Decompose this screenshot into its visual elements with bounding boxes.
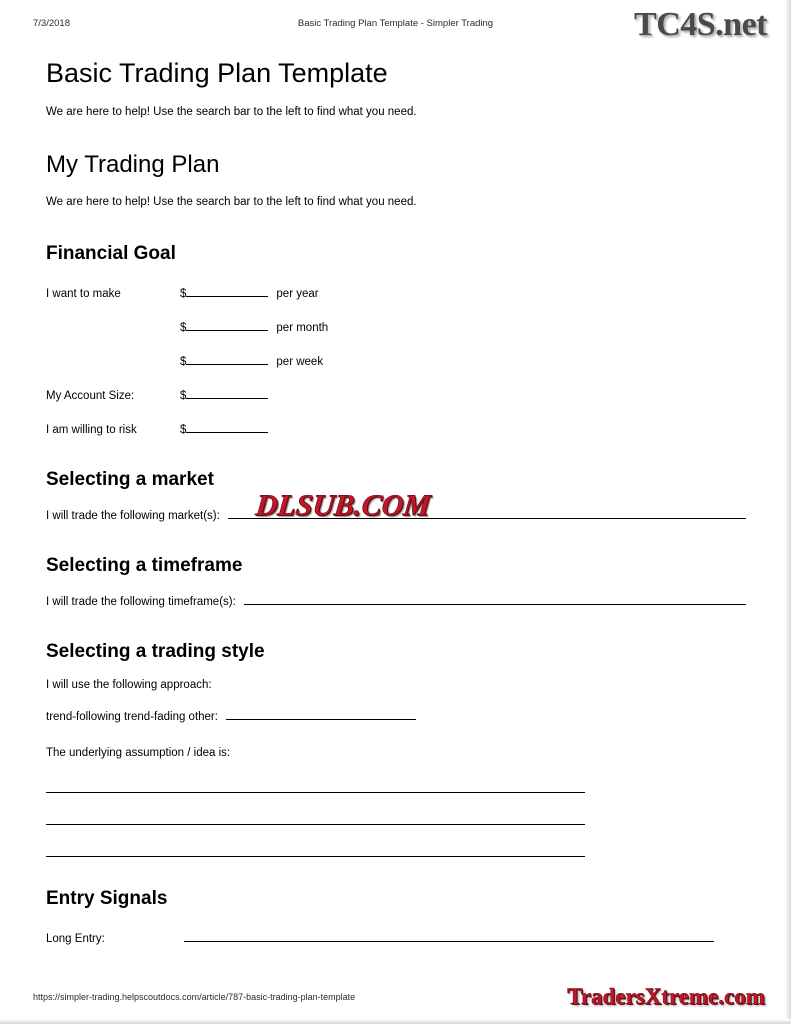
- assumption-blank-line-1[interactable]: [46, 791, 585, 793]
- timeframe-blank[interactable]: [244, 592, 746, 605]
- style-other-blank[interactable]: [226, 707, 416, 720]
- header-title: Basic Trading Plan Template - Simpler Trading: [297, 18, 494, 29]
- unit-per-month: per month: [276, 322, 329, 334]
- approach-prompt: I will use the following approach:: [46, 679, 212, 691]
- currency-symbol-week: $: [180, 356, 187, 368]
- document-intro: We are here to help! Use the search bar to the left to find what you need.: [46, 106, 417, 118]
- timeframe-prompt: I will trade the following timeframe(s):: [46, 596, 236, 608]
- tc4s-brand-watermark: TC4S.net: [634, 6, 767, 43]
- market-prompt: I will trade the following market(s):: [46, 510, 220, 522]
- long-entry-label: Long Entry:: [46, 933, 105, 945]
- risk-label: I am willing to risk: [46, 424, 137, 436]
- currency-symbol-risk: $: [180, 424, 187, 436]
- unit-per-week: per week: [276, 356, 324, 368]
- section-entry-signals: Entry Signals: [46, 888, 168, 909]
- section-selecting-trading-style: Selecting a trading style: [46, 641, 265, 662]
- dlsub-watermark: DLSUB.COM: [254, 489, 432, 522]
- goal-row-per-month: [46, 317, 746, 334]
- goal-row-account-size: [46, 385, 746, 402]
- currency-symbol: $: [180, 288, 187, 300]
- assumption-blank-line-2[interactable]: [46, 823, 585, 825]
- long-entry-blank[interactable]: [184, 929, 714, 942]
- page-edge-bottom: [0, 1019, 791, 1024]
- section-selecting-market: Selecting a market: [46, 469, 214, 490]
- tradersxtreme-watermark: TradersXtreme.com: [567, 984, 765, 1009]
- assumption-prompt: The underlying assumption / idea is:: [46, 747, 231, 759]
- style-options-label: trend-following trend-fading other:: [46, 711, 218, 723]
- account-size-blank[interactable]: [186, 385, 268, 399]
- goal-row-per-year: [46, 283, 746, 300]
- footer-url[interactable]: https://simpler-trading.helpscoutdocs.com/article/787-basic-trading-plan-template: [33, 992, 356, 1002]
- section-my-trading-plan: My Trading Plan: [46, 151, 220, 178]
- assumption-blank-line-3[interactable]: [46, 855, 585, 857]
- section-financial-goal: Financial Goal: [46, 243, 176, 264]
- goal-row-risk: [46, 419, 746, 436]
- goal-row-per-week: [46, 351, 746, 368]
- currency-symbol-account: $: [180, 390, 187, 402]
- amount-per-month-blank[interactable]: [186, 317, 268, 331]
- page-title: Basic Trading Plan Template: [46, 58, 388, 88]
- goal-want-label: I want to make: [46, 288, 121, 300]
- plan-intro: We are here to help! Use the search bar to the left to find what you need.: [46, 196, 417, 208]
- unit-per-year: per year: [276, 288, 319, 300]
- risk-amount-blank[interactable]: [186, 419, 268, 433]
- currency-symbol-month: $: [180, 322, 187, 334]
- section-selecting-timeframe: Selecting a timeframe: [46, 555, 243, 576]
- long-entry-row: [46, 929, 746, 945]
- style-options-row: [46, 707, 746, 723]
- timeframe-prompt-row: [46, 592, 746, 608]
- page-edge-right: [785, 0, 791, 1024]
- account-size-label: My Account Size:: [46, 390, 135, 402]
- amount-per-week-blank[interactable]: [186, 351, 268, 365]
- amount-per-year-blank[interactable]: [186, 283, 268, 297]
- header-date: 7/3/2018: [33, 18, 70, 29]
